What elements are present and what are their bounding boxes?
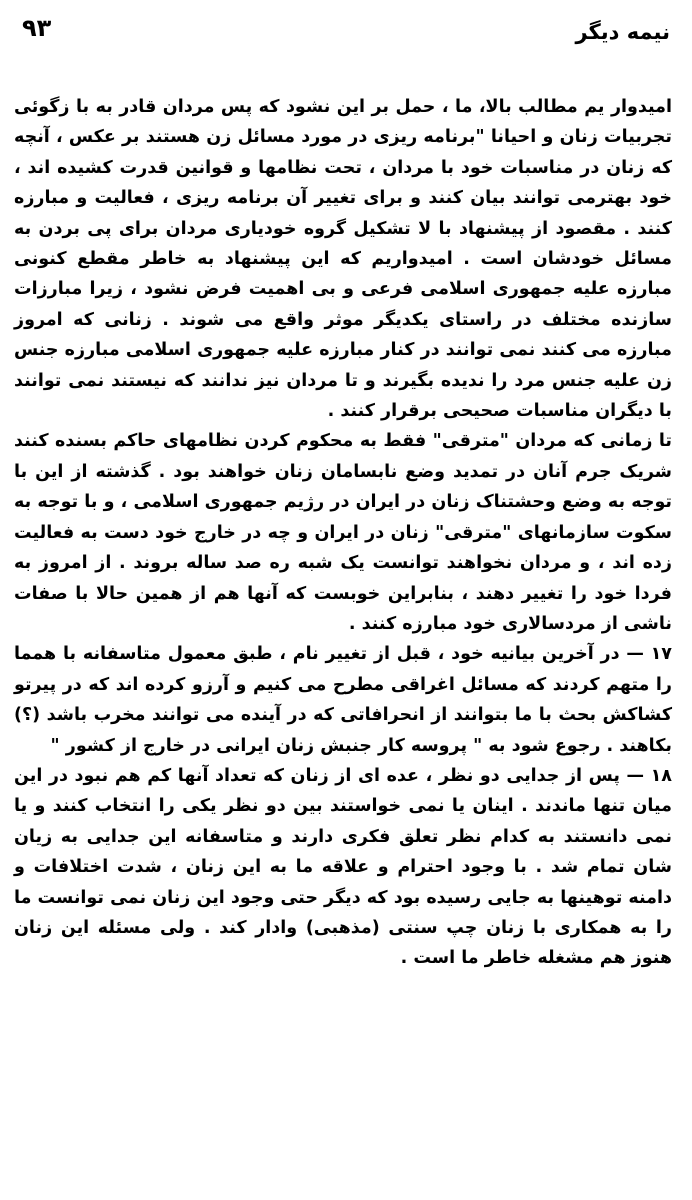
- footnote-17: ۱۷ — در آخرین بیانیه خود ، قبل از تغییر نام ، طبق معمول متاسفانه با همما را متهم کردند که مسائل اغراقی مطرح می کنیم و آرزو کرده اند که در پیرتو کشاکش بحث با ما بتوانند از انحرافاتی که در آینده می توانند مخرب باشد (؟) بکاهند . رجوع شود به " پروسه کار جنبش زنان ایرانی در خارج از کشور ": [14, 644, 672, 756]
- running-title: نیمه دیگر: [575, 20, 670, 44]
- page-header: [22, 14, 670, 54]
- paragraph-intro: امیدوار یم مطالب بالا، ما ، حمل بر این نشود که پس مردان قادر به با زگوئی تجربیات زنان و احیانا "برنامه ریزی در مورد مسائل زن هستند بر عکس ، آنچه که زنان در مناسبات خود با مردان ، تحت نظامها و قوانین قدرت کشیده اند ، خود بهترمی توانند بیان کنند و برای تغییر آن برنامه ریزی ، فعالیت و مبارزه کنند . مقصود از پیشنهاد با لا تشکیل گروه خودیاری مردان برای پی بردن به مسائل خودشان است . امیدواریم که این پیشنهاد به خاطر مقطع کنونی مبارزه علیه جمهوری اسلامی فرعی و بی اهمیت فرض نشود ، زیرا مبارزات سازنده مختلف در راستای یکدیگر موثر واقع می شوند . زنانی که امروز مبارزه می کنند نمی توانند در کنار مبارزه علیه جمهوری اسلامی مبارزه جنس زن علیه جنس مرد را ندیده بگیرند و تا مردان نیز ندانند که نیستند نمی توانند با دیگران مناسبات صحیحی برقرار کنند .: [14, 97, 672, 422]
- page-number: ۹۳: [22, 14, 52, 42]
- footnote-18: ۱۸ — پس از جدایی دو نظر ، عده ای از زنان که تعداد آنها کم هم نبود در این میان تنها ماندند . اینان یا نمی خواستند بین دو نظر یکی را انتخاب کنند و یا نمی دانستند به کدام نظر تعلق فکری دارند و متاسفانه این جدایی به زیان شان تمام شد . با وجود احترام و علاقه ما به این زنان ، شدت اختلافات و دامنه توهینها به جایی رسیده بود که دیگر حتی وجود این زنان نمی توانست ما را به همکاری با زنان چپ سنتی (مذهبی) وادار کند . ولی مسئله این زنان هنوز هم مشغله خاطر ما است .: [14, 765, 672, 969]
- paragraph-progressive-men: تا زمانی که مردان "مترقی" فقط به محکوم کردن نظامهای حاکم بسنده کنند شریک جرم آنان در تمدید وضع نابسامان زنان خواهند بود . گذشته از این با توجه به وضع وحشتناک زنان در ایران در رژیم جمهوری اسلامی ، و با توجه به سکوت سازمانهای "مترقی" زنان در ایران و چه در خارج خود دست به فعالیت زده اند ، و مردان نخواهند توانست یک شبه ره صد ساله بروند . از امروز به فردا خود را تغییر دهند ، بنابراین خوبست که آنها هم از همین حالا با صفات ناشی از مردسالاری خود مبارزه کنند .: [14, 431, 672, 634]
- body-text: [14, 92, 672, 974]
